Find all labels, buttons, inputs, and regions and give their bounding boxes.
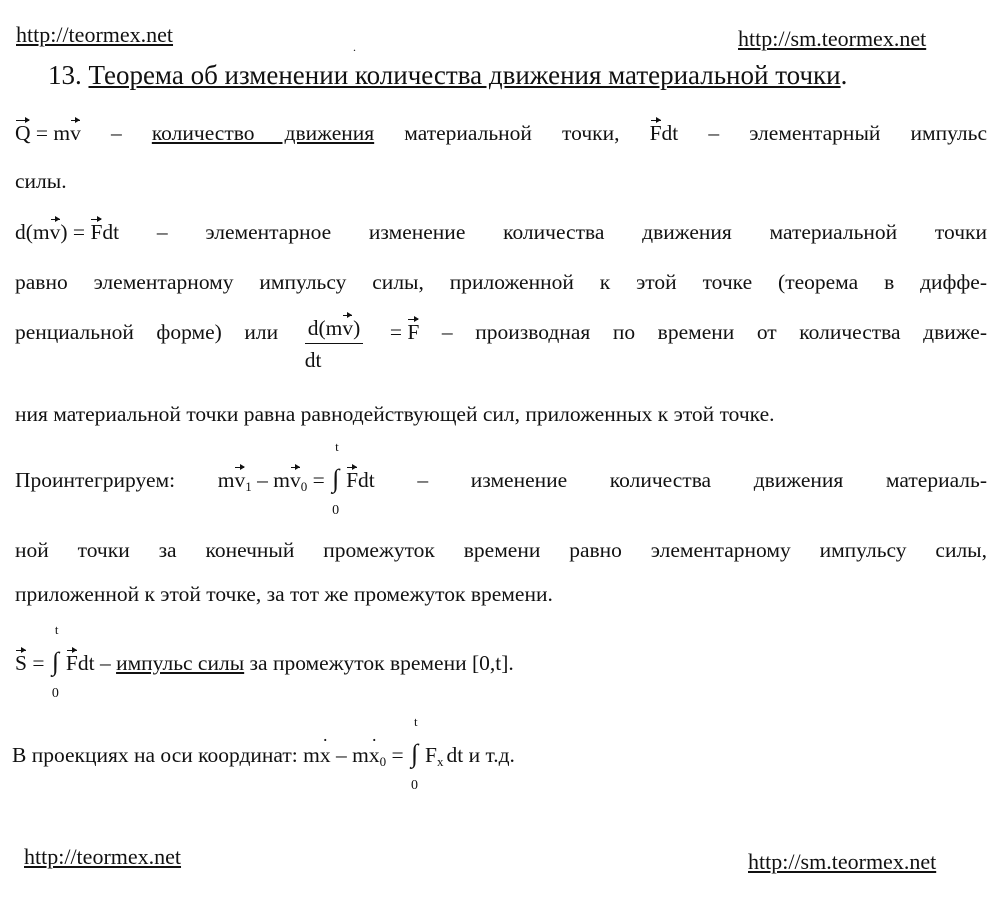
p2-line1	[15, 222, 987, 244]
dash: –	[94, 651, 117, 675]
footer-link-left[interactable]: http://teormex.net	[24, 844, 182, 869]
p3-line1	[15, 439, 987, 518]
f-vector: F	[649, 121, 662, 145]
sub: 0	[379, 754, 387, 769]
v-vector: v	[49, 220, 61, 244]
p2-line3	[15, 315, 988, 372]
minus: – m	[330, 743, 369, 767]
fraction-dmv-dt	[304, 315, 364, 372]
p1-line1	[15, 123, 987, 145]
v-vector: v	[289, 468, 301, 492]
f-part: d(m	[15, 220, 50, 244]
term-impulse: импульс силы	[116, 651, 245, 675]
text-end: и т.д.	[468, 743, 515, 767]
text-point: материальной точки,	[404, 121, 620, 145]
formula-integral	[217, 439, 375, 518]
formula-projection	[303, 714, 464, 793]
formula-dmv	[15, 222, 119, 244]
integral-sign: t ∫ 0	[51, 622, 59, 701]
term-momentum: количество движения	[151, 121, 375, 145]
frac-numerator	[305, 315, 364, 345]
v-vector: v	[70, 121, 81, 145]
title-end: .	[840, 60, 848, 90]
dt: dt	[661, 121, 679, 145]
lower-limit: 0	[51, 686, 59, 701]
text: В проекциях на оси координат:	[12, 743, 298, 767]
integral-sign: t ∫ 0	[411, 714, 419, 793]
text: ренциальной форме) или	[15, 320, 279, 344]
num-part: )	[353, 315, 361, 340]
v-vector: v	[234, 468, 246, 492]
f-vector: F	[407, 320, 420, 344]
eq: =	[26, 651, 50, 675]
text: – изменение количества движения материаль-	[417, 468, 987, 492]
dash: –	[110, 121, 152, 145]
m: m	[217, 468, 235, 492]
dt: dt	[358, 468, 375, 492]
formula-S	[15, 622, 95, 701]
eq-F	[390, 322, 419, 344]
x-dot: · x	[320, 745, 331, 767]
text: – производная по времени от количества движе-	[441, 320, 988, 344]
s-vector: S	[15, 651, 27, 675]
formula-eq: = m	[30, 121, 71, 145]
text: – элементарное изменение количества движения материальной точки	[156, 220, 987, 244]
dt: dt	[77, 651, 95, 675]
dt: dt	[102, 220, 120, 244]
p4-line1	[15, 622, 514, 701]
x-dot: · x	[369, 745, 380, 767]
p3-line3: приложенной к этой точке, за тот же промежуток времени.	[15, 582, 553, 606]
formula-Q-mv	[15, 123, 81, 145]
integral-sign: t ∫ 0	[332, 439, 340, 518]
footer-link-right[interactable]: http://sm.teormex.net	[748, 849, 937, 874]
eq: =	[389, 320, 408, 344]
v-vector: v	[342, 315, 354, 340]
lower-limit: 0	[332, 503, 340, 518]
text: за промежуток времени [0,t].	[244, 651, 514, 675]
page-title	[48, 60, 847, 91]
p2-line2: равно элементарному импульсу силы, приложенной к этой точке (теорема в диффе-	[15, 270, 987, 294]
sub: 1	[245, 479, 252, 494]
lower-limit: 0	[411, 778, 418, 793]
f-vector: F	[346, 468, 359, 492]
eq: =	[307, 468, 331, 492]
upper-limit: t	[335, 439, 339, 454]
sub: 0	[300, 479, 308, 494]
scan-dot: .	[353, 40, 356, 54]
title-text: Теорема об изменении количества движения материальной точки	[88, 60, 841, 90]
sub: x	[436, 754, 444, 769]
header-link-left[interactable]: http://teormex.net	[16, 22, 174, 47]
p1-line2: силы.	[15, 169, 67, 193]
f-vector: F	[90, 220, 103, 244]
dt: dt	[446, 743, 464, 767]
p3-line2: ной точки за конечный промежуток времени равно элементарному импульсу силы,	[15, 538, 987, 562]
minus: – m	[251, 468, 290, 492]
text-impulse: – элементарный импульс	[708, 121, 987, 145]
q-vector: Q	[15, 121, 31, 145]
title-number: 13.	[48, 60, 82, 90]
upper-limit: t	[54, 622, 59, 637]
F: F	[425, 743, 437, 767]
header-link-right[interactable]: http://sm.teormex.net	[738, 26, 927, 51]
f-part: ) =	[60, 220, 91, 244]
frac-denominator: dt	[304, 348, 322, 372]
p2-line4: ния материальной точки равна равнодействующей сил, приложенных к этой точке.	[15, 402, 775, 426]
upper-limit: t	[414, 714, 418, 729]
m: m	[303, 743, 320, 767]
label: Проинтегрируем:	[15, 468, 176, 492]
num-part: d(m	[307, 315, 343, 340]
f-vector: F	[65, 651, 78, 675]
formula-Fdt	[650, 123, 679, 145]
eq: =	[386, 743, 409, 767]
p5-line1	[12, 714, 515, 793]
